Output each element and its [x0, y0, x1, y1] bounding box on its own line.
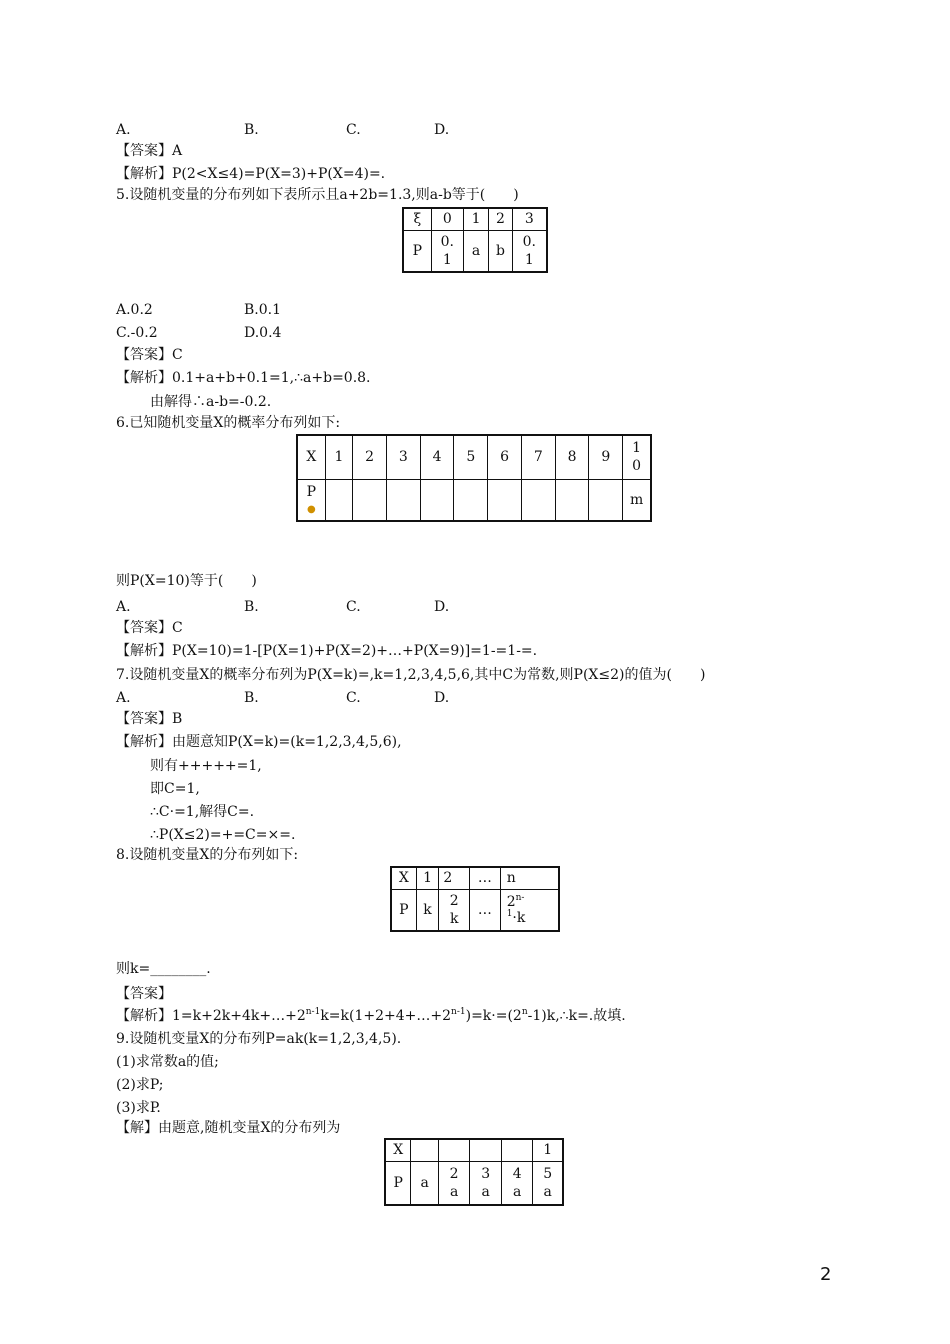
q7-option-d: D.: [434, 690, 450, 706]
q8-analysis-exponent: n-1: [451, 1007, 466, 1017]
q6-cell-p-label: P: [306, 483, 317, 500]
q8-analysis-exponent: n: [521, 1007, 528, 1017]
q6-cell: 3: [386, 435, 420, 479]
q9-solution: 【解】由题意,随机变量X的分布列为: [116, 1120, 341, 1136]
q9-stem: 9.设随机变量X的分布列P=ak(k=1,2,3,4,5).: [116, 1031, 402, 1047]
q8-cell: P: [391, 889, 416, 931]
marker-dot-icon: ●: [306, 503, 316, 515]
q6-cell-p: [297, 479, 325, 521]
q4-answer: 【答案】A: [116, 143, 183, 159]
q8-stem: 8.设随机变量X的分布列如下:: [116, 847, 299, 863]
page-number: 2: [820, 1264, 832, 1285]
q7-option-b: B.: [244, 690, 259, 706]
q6-cell: 8: [555, 435, 589, 479]
q7-analysis: 则有+++++=1,: [150, 758, 262, 774]
q8-distribution-table: [390, 866, 560, 932]
q5-cell: 0: [431, 208, 463, 230]
q5-cell: 2: [489, 208, 512, 230]
q9-cell: [438, 1139, 470, 1161]
q7-analysis: 即C=1,: [150, 781, 200, 797]
q6-cell: 9: [589, 435, 623, 479]
q8-cell: X: [391, 867, 416, 889]
q5-cell: 1: [463, 208, 488, 230]
q8-cell: 1: [416, 867, 439, 889]
q6-cell: [589, 479, 623, 521]
q9-cell: [470, 1139, 502, 1161]
q6-option-b: B.: [244, 599, 259, 615]
q5-analysis: 【解析】0.1+a+b+0.1=1,∴a+b=0.8.: [116, 370, 371, 386]
q9-cell: 1: [533, 1139, 563, 1161]
q5-option-d: D.0.4: [244, 325, 282, 341]
q8-analysis: [116, 1007, 626, 1025]
q8-cell-2n: [500, 889, 559, 931]
q7-stem: 7.设随机变量X的概率分布列为P(X=k)=,k=1,2,3,4,5,6,其中C为常数,则P(X≤2)的值为( ): [116, 667, 706, 683]
q8-cell: k: [416, 889, 439, 931]
q5-cell: P: [403, 230, 431, 272]
q4-analysis: 【解析】P(2<X≤4)=P(X=3)+P(X=4)=.: [116, 166, 386, 182]
q8-cell: …: [470, 867, 501, 889]
q6-cell: 2: [353, 435, 387, 479]
q8-cell-2n-exponent: n-: [515, 892, 525, 903]
q4-option-a: A.: [116, 122, 131, 138]
q8-analysis-text: k=k(1+2+4+…+2: [320, 1008, 452, 1024]
q8-cell-2n-exponent: 1: [506, 908, 513, 919]
q9-cell: 4 a: [501, 1161, 533, 1205]
q6-cell: [325, 479, 353, 521]
q6-cell: 1: [325, 435, 353, 479]
q8-cell: …: [470, 889, 501, 931]
q6-cell: 5: [454, 435, 488, 479]
q8-cell: 2 k: [439, 889, 470, 931]
q8-question: 则k=________.: [116, 961, 211, 977]
q6-option-c: C.: [346, 599, 361, 615]
q6-cell: m: [623, 479, 651, 521]
q5-option-a: A.0.2: [116, 302, 153, 318]
q7-analysis: ∴C·=1,解得C=.: [150, 804, 255, 820]
q5-option-c: C.-0.2: [116, 325, 158, 341]
q6-cell: [420, 479, 454, 521]
q6-cell: 6: [488, 435, 522, 479]
q6-cell: [386, 479, 420, 521]
q8-cell-2n-base: 2: [506, 893, 516, 910]
q8-analysis-exponent: n-1: [305, 1007, 321, 1017]
q8-analysis-text: )=k·=(2: [465, 1008, 522, 1024]
q6-analysis: 【解析】P(X=10)=1-[P(X=1)+P(X=2)+…+P(X=9)]=1-=1-=.: [116, 643, 538, 659]
q9-cell: [411, 1139, 438, 1161]
q5-cell: a: [463, 230, 488, 272]
q8-cell: 2: [439, 867, 470, 889]
q6-question: 则P(X=10)等于( ): [116, 573, 257, 589]
q6-option-a: A.: [116, 599, 131, 615]
q6-cell: X: [297, 435, 325, 479]
q7-analysis: ∴P(X≤2)=+=C=×=.: [150, 827, 296, 843]
q4-option-d: D.: [434, 122, 450, 138]
q5-cell: 3: [512, 208, 547, 230]
q5-cell: 0. 1: [431, 230, 463, 272]
q5-distribution-table: [402, 207, 548, 273]
q5-answer: 【答案】C: [116, 347, 183, 363]
q9-cell: X: [385, 1139, 411, 1161]
q9-cell: [501, 1139, 533, 1161]
q6-cell: 4: [420, 435, 454, 479]
q5-cell: 0. 1: [512, 230, 547, 272]
q7-option-c: C.: [346, 690, 361, 706]
q5-option-b: B.0.1: [244, 302, 282, 318]
q8-analysis-text: 【解析】1=k+2k+4k+…+2: [116, 1008, 306, 1024]
q8-analysis-text: -1)k,∴k=.故填.: [527, 1008, 626, 1024]
q4-option-c: C.: [346, 122, 361, 138]
q6-cell: [488, 479, 522, 521]
q9-part: (2)求P;: [116, 1077, 164, 1093]
q6-cell: [353, 479, 387, 521]
q5-cell: b: [489, 230, 512, 272]
q7-option-a: A.: [116, 690, 131, 706]
q5-stem: 5.设随机变量的分布列如下表所示且a+2b=1.3,则a-b等于( ): [116, 187, 519, 203]
q6-stem: 6.已知随机变量X的概率分布列如下:: [116, 415, 341, 431]
q6-cell: [454, 479, 488, 521]
q6-cell: 7: [521, 435, 555, 479]
q6-cell: [555, 479, 589, 521]
q6-cell: 1 0: [623, 435, 651, 479]
q6-distribution-table: [296, 434, 652, 522]
q9-cell: a: [411, 1161, 438, 1205]
q9-cell: P: [385, 1161, 411, 1205]
q9-cell: 5 a: [533, 1161, 563, 1205]
q5-analysis: 由解得∴a-b=-0.2.: [150, 394, 272, 410]
q8-cell: n: [500, 867, 559, 889]
q9-cell: 2 a: [438, 1161, 470, 1205]
q5-cell: ξ: [403, 208, 431, 230]
q6-cell: [521, 479, 555, 521]
q6-answer: 【答案】C: [116, 620, 183, 636]
q7-answer: 【答案】B: [116, 711, 183, 727]
q9-part: (3)求P.: [116, 1100, 161, 1116]
q9-part: (1)求常数a的值;: [116, 1054, 219, 1070]
q9-cell: 3 a: [470, 1161, 502, 1205]
q8-answer: 【答案】: [116, 986, 172, 1002]
q7-analysis: 【解析】由题意知P(X=k)=(k=1,2,3,4,5,6),: [116, 734, 402, 750]
q9-distribution-table: [384, 1138, 564, 1206]
q6-option-d: D.: [434, 599, 450, 615]
q8-cell-2n-k: ·k: [512, 909, 526, 926]
q4-option-b: B.: [244, 122, 259, 138]
